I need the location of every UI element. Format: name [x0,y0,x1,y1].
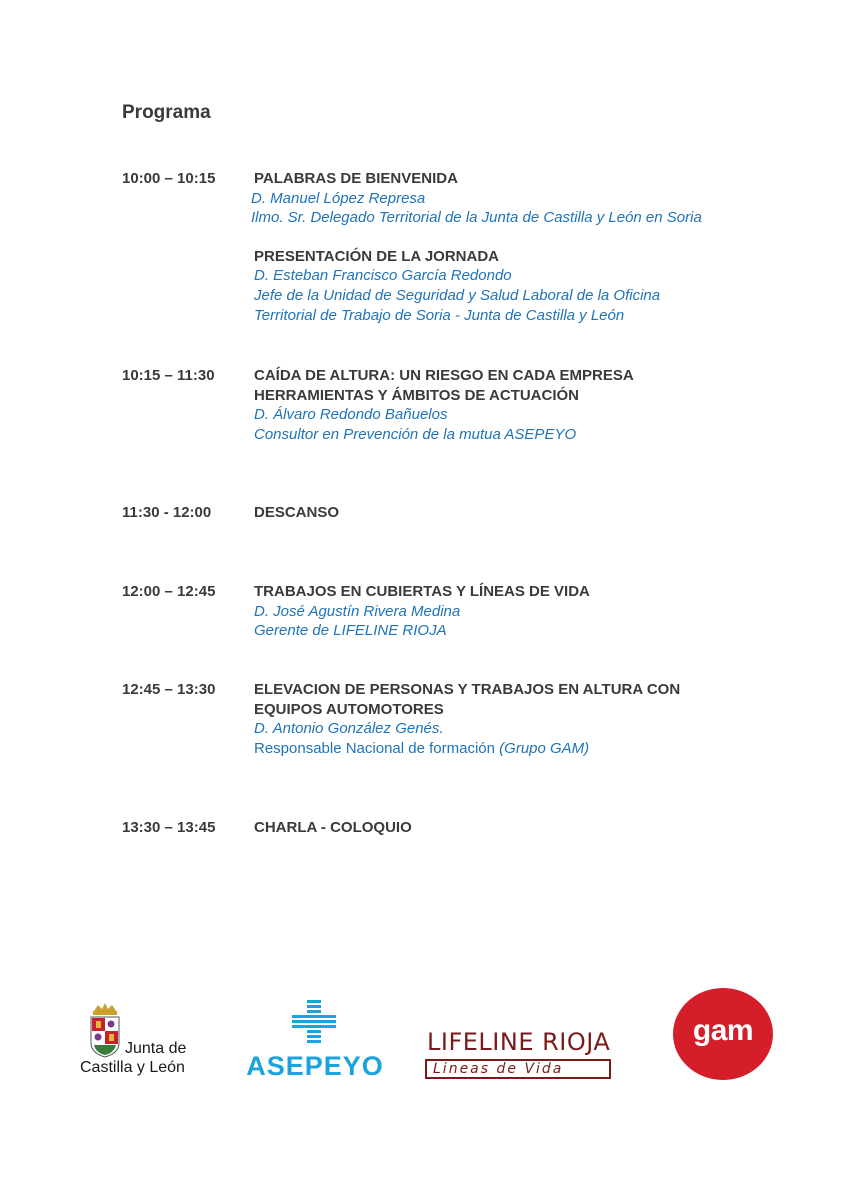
session-speaker: D. Esteban Francisco García Redondo [254,267,512,285]
session-role: Ilmo. Sr. Delegado Territorial de la Junta de Castilla y León en Soria [251,209,702,227]
session-speaker: D. Álvaro Redondo Bañuelos [254,406,448,424]
session-role [254,739,814,759]
session-title: CHARLA - COLOQUIO [254,819,412,836]
slot-time: 12:00 – 12:45 [122,583,216,600]
session [251,169,814,228]
slot-time: 10:00 – 10:15 [122,170,216,187]
gam-logo [673,988,773,1080]
slot-content [254,503,814,523]
gam-wordmark: gam [692,1014,754,1047]
session-role: Consultor en Prevención de la mutua ASEPEYO [254,425,577,443]
slot-time: 10:15 – 11:30 [122,367,215,384]
session-title: PALABRAS DE BIENVENIDA [254,170,458,187]
session-title: EQUIPOS AUTOMOTORES [254,700,444,718]
session-role-text: Responsable Nacional de formación [254,739,495,757]
session-title: PRESENTACIÓN DE LA JORNADA [254,247,500,265]
slot-content [254,680,814,758]
session-title: HERRAMIENTAS Y ÁMBITOS DE ACTUACIÓN [254,386,580,404]
session-title: TRABAJOS EN CUBIERTAS Y LÍNEAS DE VIDA [254,583,590,600]
lifeline-wordmark: LIFELINE RIOJA [427,1028,611,1056]
striped-cross-icon [292,1000,336,1046]
page-title: Programa [122,102,211,123]
slot-time: 12:45 – 13:30 [122,681,216,698]
slot-time: 11:30 - 12:00 [122,504,212,521]
junta-castilla-leon-logo [80,1003,205,1081]
session-title: CAÍDA DE ALTURA: UN RIESGO EN CADA EMPRESA [254,367,634,384]
session-speaker: D. José Agustín Rivera Medina [254,602,461,620]
lifeline-rioja-logo [425,1028,615,1084]
session [254,247,814,325]
jcyl-line2: Castilla y León [80,1059,185,1076]
jcyl-line1: Junta de [125,1040,187,1057]
asepeyo-logo [240,1000,390,1082]
session-title: DESCANSO [254,504,340,521]
session-speaker: D. Manuel López Represa [251,189,426,207]
slot-time: 13:30 – 13:45 [122,819,216,836]
session-role: Territorial de Trabajo de Soria - Junta de Castilla y León [254,306,625,324]
session-speaker: D. Antonio González Genés. [254,720,444,738]
session-role-group: (Grupo GAM) [499,739,590,757]
session-title: ELEVACION DE PERSONAS Y TRABAJOS EN ALTURA CON [254,681,681,698]
slot-content [254,366,814,444]
slot-content [251,169,814,325]
slot-content [254,582,814,641]
slot-content [254,818,814,838]
lifeline-tagline: Lineas de Vida [433,1061,564,1077]
session-role: Jefe de la Unidad de Seguridad y Salud Laboral de la Oficina [254,286,661,304]
session-role: Gerente de LIFELINE RIOJA [254,622,447,640]
asepeyo-wordmark: ASEPEYO [246,1051,384,1081]
session [254,366,814,444]
